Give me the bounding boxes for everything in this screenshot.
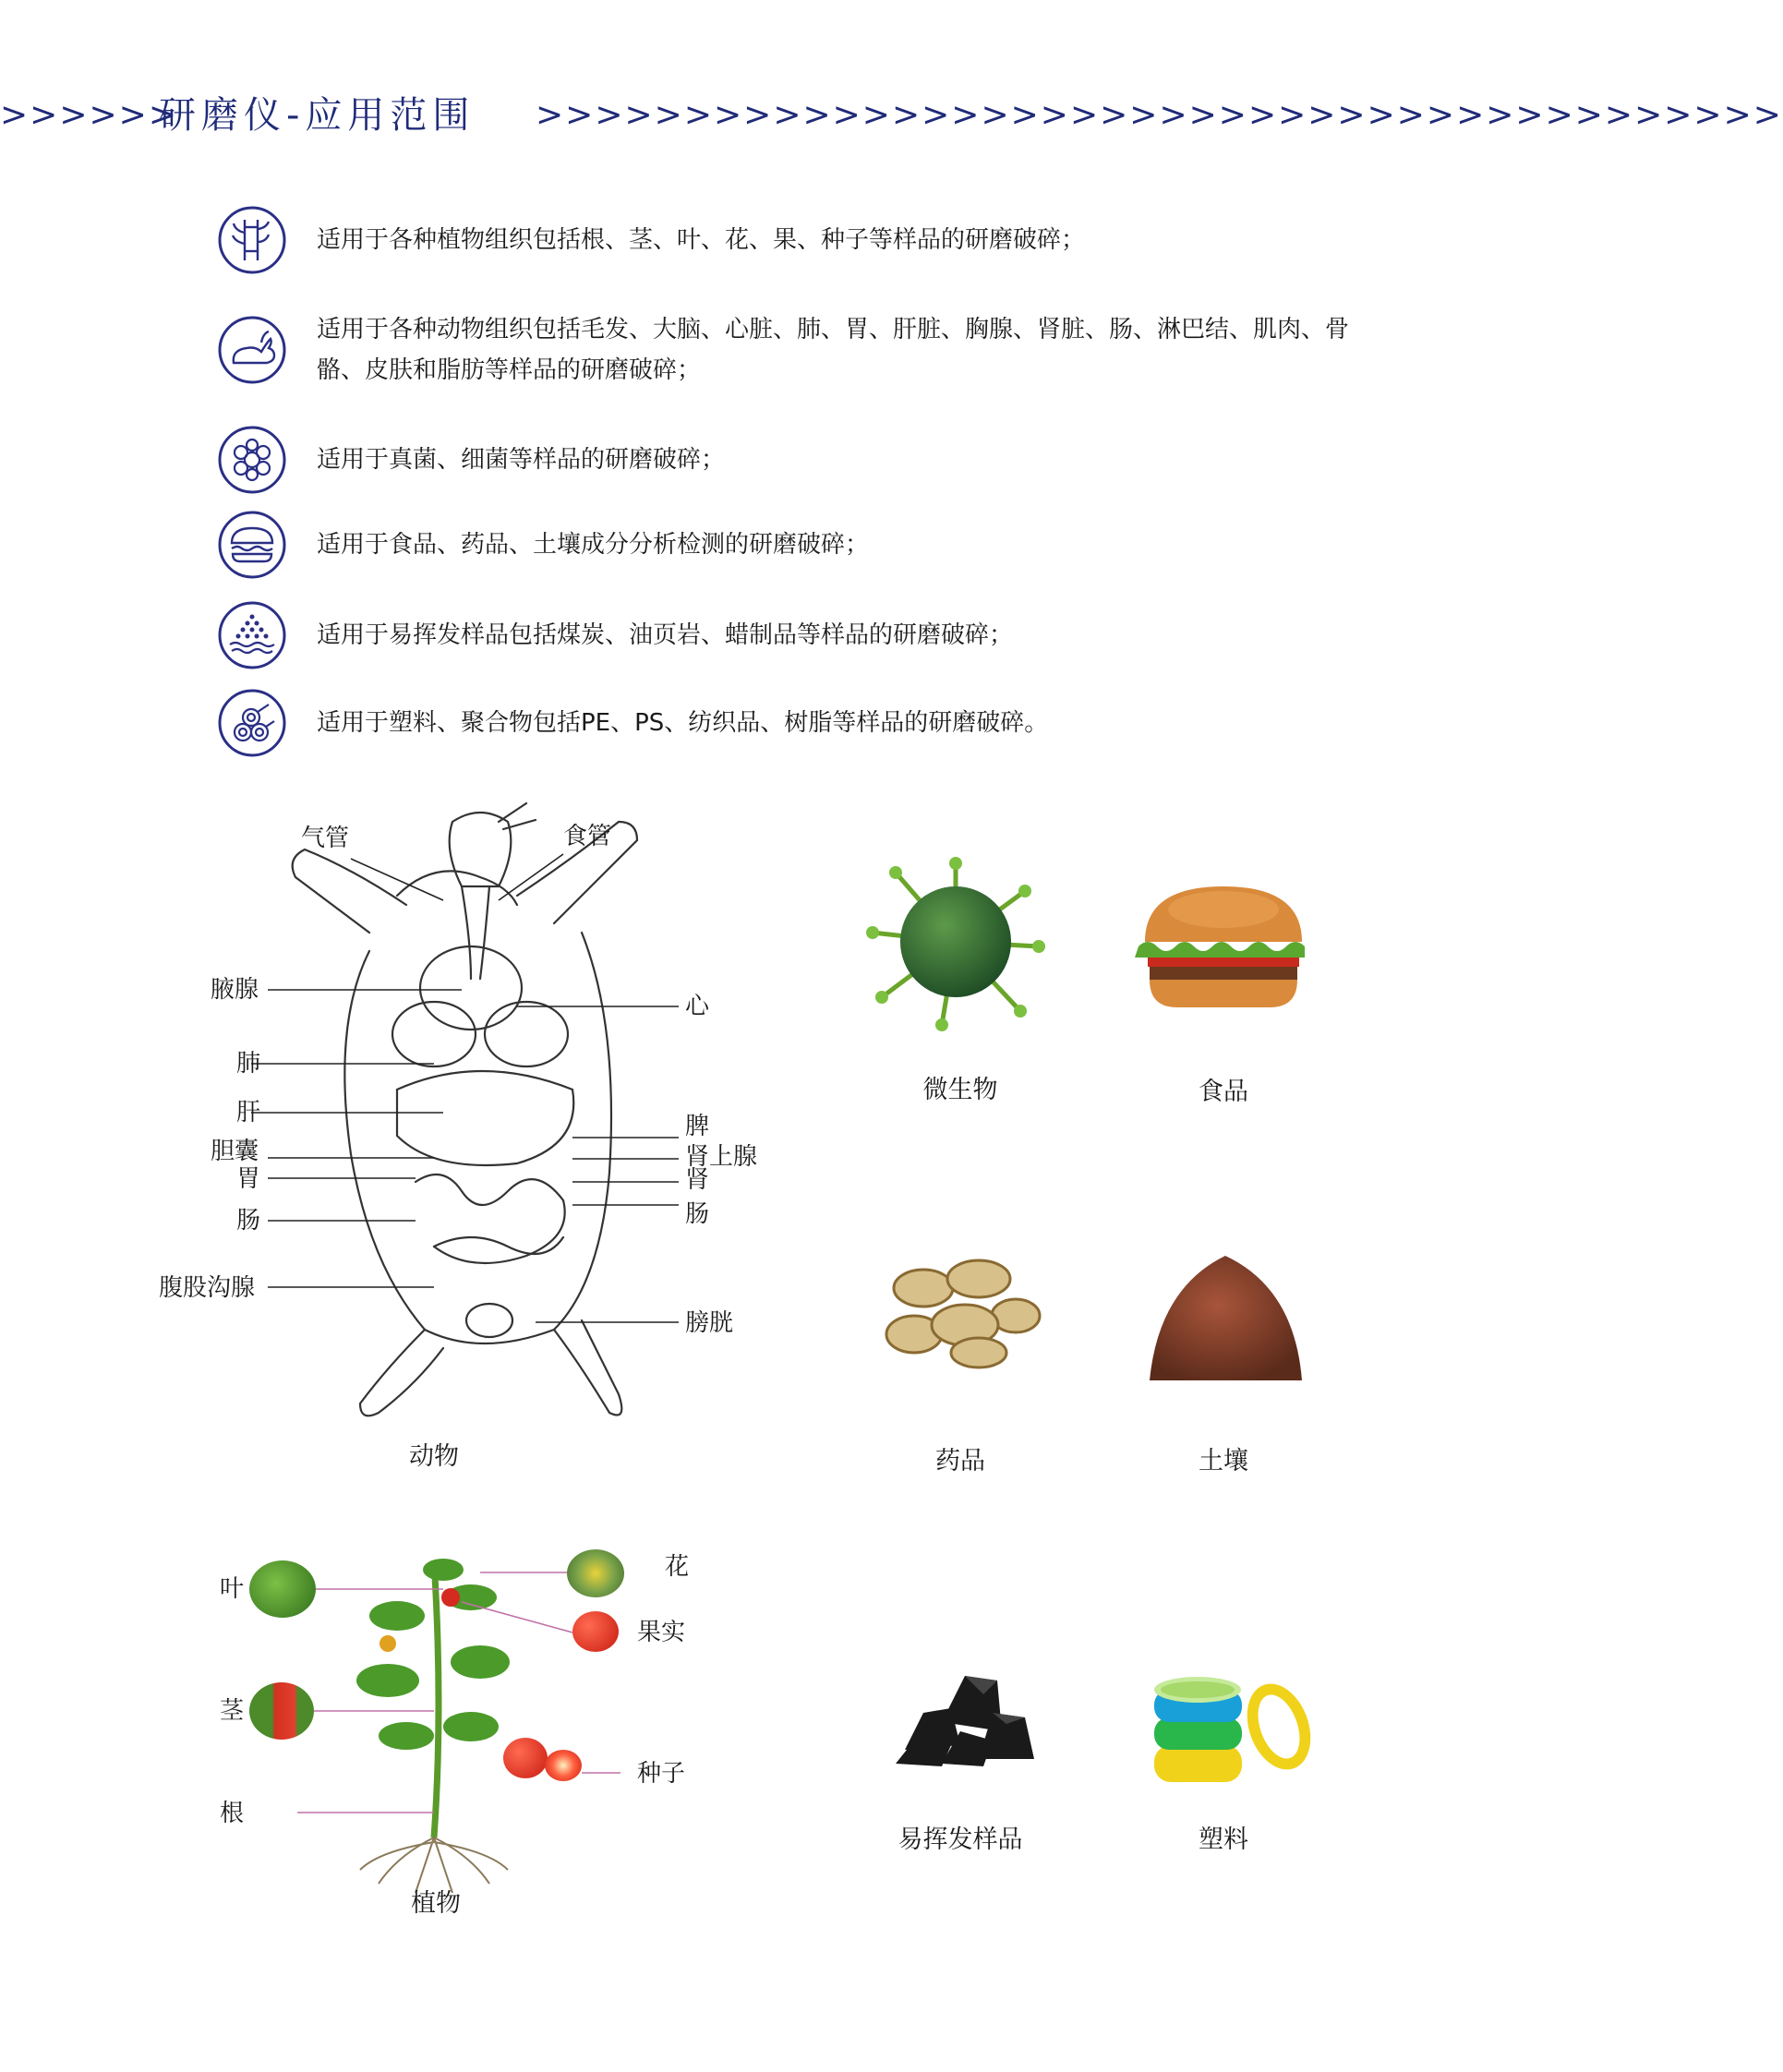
label-heart: 心 [685, 993, 710, 1020]
page-title: 研磨仪-应用范围 [159, 94, 476, 137]
label-gallbladder: 胆囊 [211, 1138, 259, 1165]
label-bladder: 膀胱 [685, 1309, 734, 1337]
burger-image [1131, 882, 1316, 1020]
seed-tomato-half [545, 1750, 582, 1781]
application-text: 适用于塑料、聚合物包括PE、PS、纺织品、树脂等样品的研磨破碎。 [317, 709, 1049, 737]
label-root: 根 [220, 1800, 245, 1827]
plastic-rings-image [1145, 1662, 1316, 1791]
stem-thumbnail [249, 1682, 314, 1740]
coal-image [886, 1657, 1039, 1768]
flower-thumbnail [567, 1549, 624, 1597]
label-spleen: 脾 [685, 1113, 710, 1140]
leaf-thumbnail [249, 1560, 316, 1618]
application-text: 适用于各种植物组织包括根、茎、叶、花、果、种子等样品的研磨破碎； [317, 226, 1086, 254]
caption-medicine: 药品 [935, 1447, 985, 1476]
caption-plant: 植物 [411, 1889, 461, 1918]
header-right-arrows: >>>>>>>>>>>>>>>>>>>>>>>>>>>>>>>>>>>>>>>>>> [536, 96, 1783, 134]
label-intestine-right: 肠 [685, 1200, 710, 1228]
label-leaf: 叶 [220, 1575, 245, 1603]
label-esophagus: 食管 [563, 823, 612, 850]
label-intestine-left: 肠 [236, 1207, 261, 1235]
caption-volatile: 易挥发样品 [898, 1825, 1023, 1854]
virus-image [868, 854, 1043, 1030]
label-fruit: 果实 [637, 1619, 686, 1646]
label-kidney: 肾 [685, 1166, 710, 1194]
application-text: 适用于食品、药品、土壤成分分析检测的研磨破碎； [317, 531, 870, 559]
label-lung: 肺 [236, 1050, 261, 1078]
caption-microbe: 微生物 [922, 1076, 998, 1104]
label-flower: 花 [665, 1553, 690, 1581]
caption-animal: 动物 [409, 1442, 459, 1471]
herb-slices-image [877, 1251, 1043, 1371]
label-stomach: 胃 [236, 1165, 261, 1193]
application-text: 适用于易挥发样品包括煤炭、油页岩、蜡制品等样品的研磨破碎； [317, 621, 1014, 649]
header-left-arrows: >>>>>> [0, 96, 178, 134]
label-axillary-gland: 腋腺 [211, 976, 259, 1004]
application-text: 适用于真菌、细菌等样品的研磨破碎； [317, 446, 726, 474]
caption-plastic: 塑料 [1199, 1825, 1248, 1854]
label-adrenal-gland: 肾上腺 [685, 1143, 758, 1171]
label-seed: 种子 [637, 1760, 686, 1788]
label-liver: 肝 [236, 1099, 261, 1126]
application-text: 适用于各种动物组织包括毛发、大脑、心脏、肺、胃、肝脏、胸腺、肾脏、肠、淋巴结、肌肉、骨骼、皮肤和脂肪等样品的研磨破碎； [317, 316, 1350, 384]
fruit-thumbnail [572, 1611, 619, 1652]
label-trachea: 气管 [301, 825, 350, 852]
label-inguinal-gland: 腹股沟腺 [159, 1274, 256, 1302]
caption-soil: 土壤 [1199, 1447, 1248, 1476]
soil-image [1145, 1251, 1307, 1390]
seed-tomato-whole [503, 1738, 548, 1778]
caption-food: 食品 [1199, 1078, 1248, 1106]
label-stem: 茎 [220, 1697, 245, 1725]
tomato-plant-drawing [332, 1542, 609, 1893]
